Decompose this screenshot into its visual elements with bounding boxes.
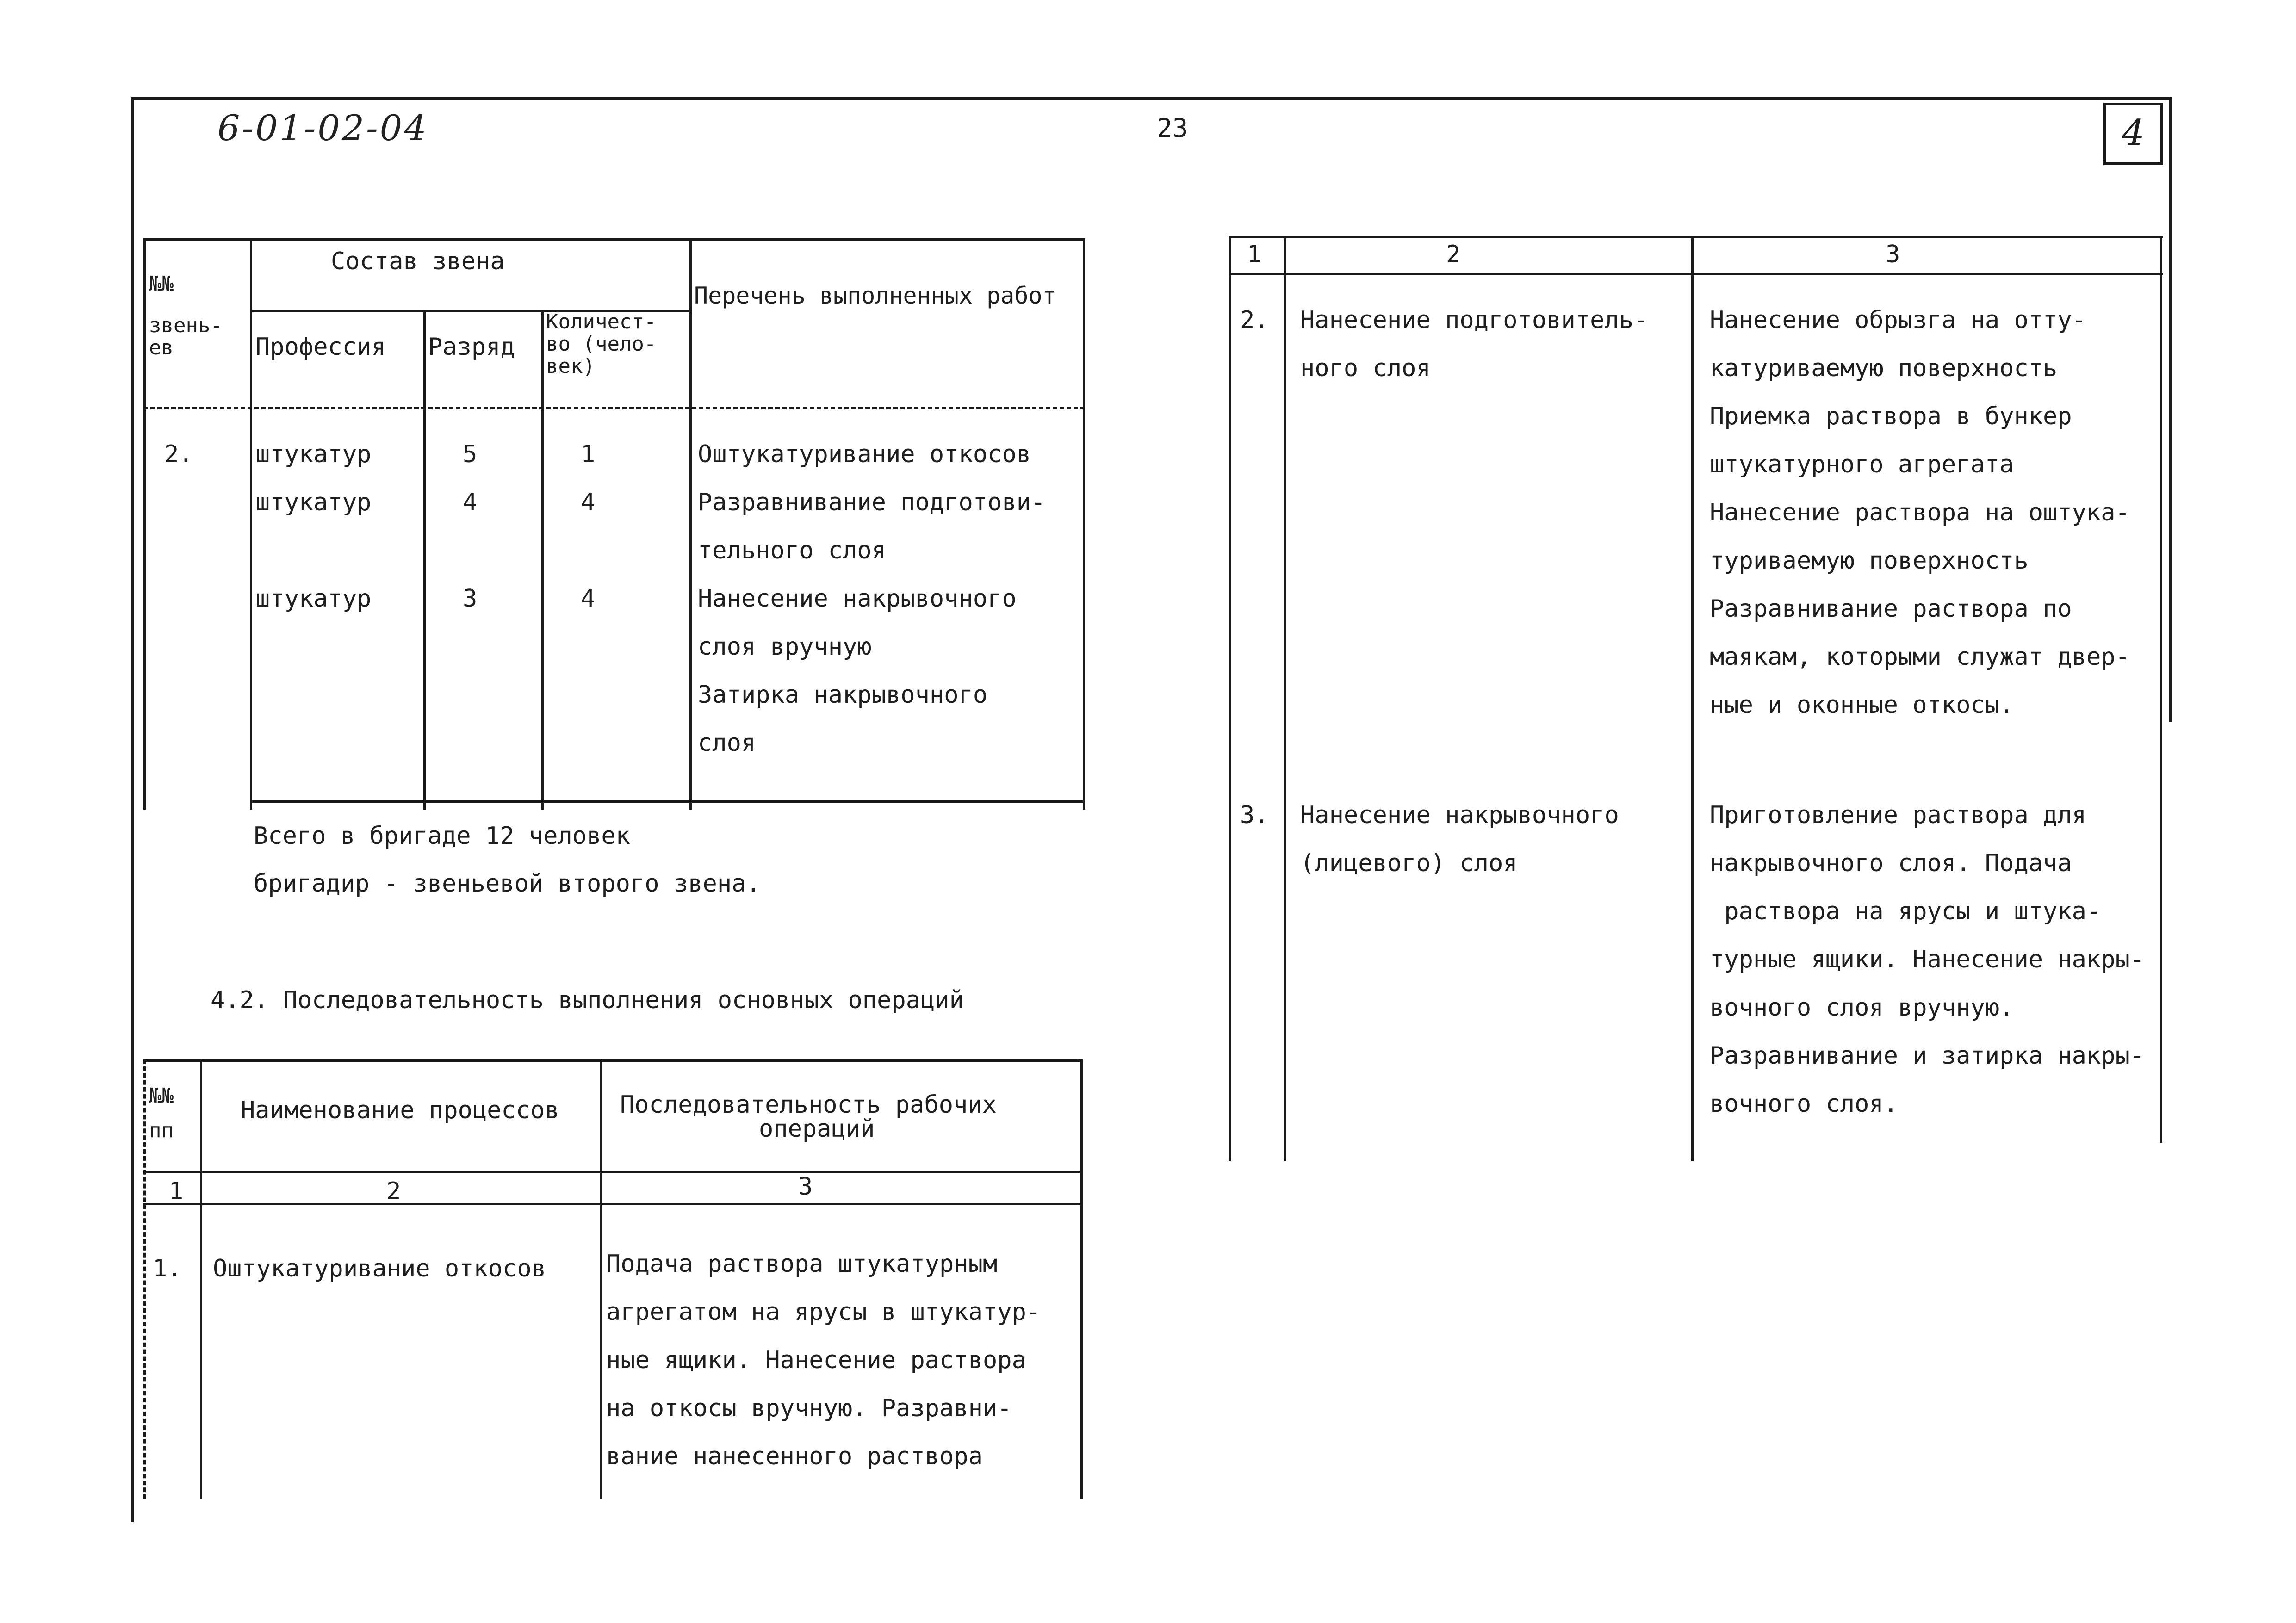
row-number: 3. [1240,801,1269,829]
operations-list [1710,791,2144,1128]
table-cell-grade: 5 [463,440,478,468]
row-number: 2. [1240,306,1269,334]
link-number: 2. [164,440,193,468]
col-number-1: 1 [1247,241,1262,268]
process-name-line: Нанесение подготовитель- [1300,306,1648,334]
col-number-3: 3 [798,1173,813,1201]
composition-group-title: Состав звена [331,248,505,275]
list-item: Затирка накрывочного [698,681,988,709]
table-cell-grade: 4 [463,489,478,516]
col-link-no-line3: ев [149,336,174,359]
page-number: 23 [1157,113,1188,143]
col-number-2: 2 [1446,241,1461,268]
table-cell-count: 4 [581,585,596,613]
list-item: тельного слоя [698,537,886,564]
row-number: 1. [153,1255,182,1282]
col-link-no-line2: звень- [149,314,223,337]
col-sequence-line2: операций [759,1115,875,1143]
col-number-3: 3 [1886,241,1900,268]
list-item: вочного слоя. [1710,1090,1898,1118]
list-item: агрегатом на ярусы в штукатур- [606,1298,1041,1326]
process-name [1300,791,1619,887]
process-name [1300,296,1648,392]
col-number-2: 2 [386,1177,401,1205]
list-item: Приемка раствора в бункер [1710,403,2072,430]
page-frame-left [131,97,134,1522]
list-item: туриваемую поверхность [1710,547,2029,575]
table-row: штукатур [255,440,372,468]
col-work-list: Перечень выполненных работ [694,282,1056,309]
col-process: Наименование процессов [241,1096,559,1124]
table-cell-grade: 3 [463,585,478,613]
col-number-1: 1 [169,1177,184,1205]
list-item: Разравнивание раствора по [1710,595,2072,623]
sheet-number-box: 4 [2103,103,2163,165]
process-name-line: Нанесение накрывочного [1300,801,1619,829]
list-item: катуриваемую поверхность [1710,354,2058,382]
list-item: слоя [698,729,756,757]
operations-list [606,1240,1041,1481]
list-item: Нанесение раствора на оштука- [1710,499,2130,527]
page-frame-top [131,97,2172,100]
document-code: 6-01-02-04 [217,107,428,149]
process-name-line: ного слоя [1300,354,1431,382]
list-item: Нанесение накрывочного [698,585,1017,613]
list-item: Разравнивание и затирка накры- [1710,1042,2145,1070]
list-item: Нанесение обрызга на отту- [1710,306,2086,334]
list-item: вание нанесенного раствора [606,1443,983,1470]
list-item: накрывочного слоя. Подача [1710,849,2072,877]
list-item: штукатурного агрегата [1710,451,2014,478]
work-list [698,430,1045,767]
process-name: Оштукатуривание откосов [213,1255,546,1282]
brigade-leader: бригадир - звеньевой второго звена. [254,870,761,898]
col-link-no-line1: №№ [149,272,174,296]
col-count-line2: во (чело- [546,332,657,356]
table-row: штукатур [255,489,372,516]
col-profession: Профессия [255,333,386,361]
list-item: Подача раствора штукатурным [606,1250,998,1278]
process-name-line: (лицевого) слоя [1300,849,1518,877]
list-item: Разравнивание подготови- [698,489,1046,516]
operations-list [1710,296,2130,729]
section-title: 4.2. Последовательность выполнения основных операций [211,986,964,1014]
list-item: на откосы вручную. Разравни- [606,1394,1012,1422]
table-row: штукатур [255,585,372,613]
col-count-line3: век) [546,354,595,378]
list-item: раствора на ярусы и штука- [1710,898,2101,925]
list-item: слоя вручную [698,633,872,661]
col-sequence-line1: Последовательность рабочих [620,1091,997,1119]
col-no-line2: пп [149,1119,174,1142]
list-item: вочного слоя вручную. [1710,994,2014,1022]
brigade-total: Всего в бригаде 12 человек [254,822,630,850]
list-item: Приготовление раствора для [1710,801,2086,829]
list-item: Оштукатуривание откосов [698,440,1031,468]
col-grade: Разряд [428,333,515,361]
list-item: турные ящики. Нанесение накры- [1710,946,2145,973]
col-count-line1: Количест- [546,310,657,334]
list-item: маякам, которыми служат двер- [1710,643,2130,671]
list-item: ные ящики. Нанесение раствора [606,1346,1026,1374]
col-no-line1: №№ [149,1084,174,1108]
page-frame-right [2169,97,2172,722]
list-item: ные и оконные откосы. [1710,691,2014,719]
table-cell-count: 4 [581,489,596,516]
table-cell-count: 1 [581,440,596,468]
